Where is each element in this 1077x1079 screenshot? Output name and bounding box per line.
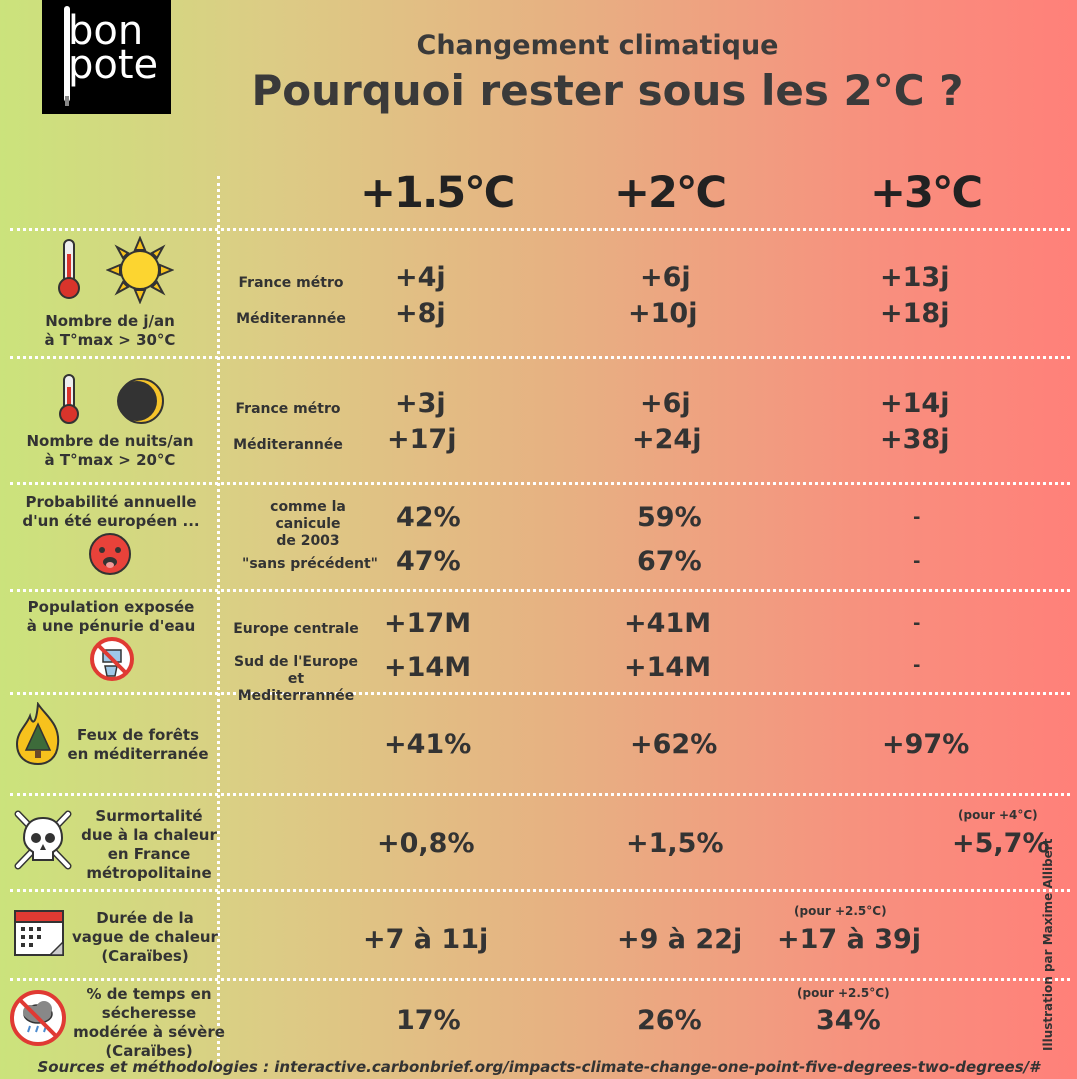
row-divider: [10, 356, 1070, 359]
value: -: [913, 551, 921, 572]
sublabel: Europe centrale: [233, 621, 359, 637]
value: +14M: [384, 652, 472, 683]
row-label-mortality: Surmortalité due à la chaleur en France métropolitaine: [81, 807, 217, 882]
col-head-2: +2°C: [614, 168, 726, 218]
value: 26%: [637, 1005, 702, 1036]
value: +4j: [395, 262, 446, 293]
sublabel: comme la canicule de 2003: [270, 499, 346, 549]
row-label-fires: Feux de forêts en méditerranée: [67, 726, 209, 763]
row-divider: [10, 692, 1070, 695]
value: +17M: [384, 608, 472, 639]
value: +8j: [395, 298, 446, 329]
row-divider: [10, 589, 1070, 592]
value: +18j: [880, 298, 950, 329]
page-title: Pourquoi rester sous les 2°C ?: [251, 66, 964, 115]
sun-icon: [106, 236, 174, 304]
forest-fire-icon: [12, 702, 64, 766]
value: +62%: [630, 729, 718, 760]
value: 42%: [396, 502, 461, 533]
value: +97%: [882, 729, 970, 760]
value: +38j: [880, 424, 950, 455]
value: +1,5%: [626, 828, 724, 859]
note: (pour +2.5°C): [797, 986, 890, 1000]
hot-face-icon: [87, 531, 133, 577]
value: +6j: [640, 388, 691, 419]
note: (pour +4°C): [958, 808, 1038, 822]
row-label-heatwave: Durée de la vague de chaleur (Caraïbes): [72, 909, 218, 965]
row-label-hot-nights: Nombre de nuits/an à T°max > 20°C: [26, 432, 194, 469]
col-head-3: +3°C: [870, 168, 982, 218]
value: +17 à 39j: [777, 924, 922, 955]
value: 67%: [637, 546, 702, 577]
subtitle: Changement climatique: [416, 30, 779, 61]
value: 47%: [396, 546, 461, 577]
row-divider: [10, 482, 1070, 485]
value: -: [913, 655, 921, 676]
value: +17j: [387, 424, 457, 455]
row-divider: [10, 793, 1070, 796]
thermometer-icon: [56, 373, 82, 425]
value: +41%: [384, 729, 472, 760]
sublabel: France métro: [238, 275, 344, 291]
row-divider: [10, 889, 1070, 892]
value: +14M: [624, 652, 712, 683]
value: 34%: [816, 1005, 881, 1036]
sublabel: Méditerannée: [236, 311, 346, 327]
row-divider: [10, 228, 1070, 231]
value: +13j: [880, 262, 950, 293]
value: +0,8%: [377, 828, 475, 859]
skull-icon: [12, 808, 74, 872]
moon-icon: [116, 376, 166, 426]
row-label-drought: % de temps en sécheresse modérée à sévère (Caraïbes): [73, 985, 225, 1060]
value: +7 à 11j: [363, 924, 489, 955]
illustration-credit: Illustration par Maxime Allibert: [1041, 838, 1055, 1051]
value: -: [913, 507, 921, 528]
no-water-icon: [89, 636, 135, 682]
value: 17%: [396, 1005, 461, 1036]
value: +3j: [395, 388, 446, 419]
logo-text: bon pote: [68, 8, 159, 88]
calendar-icon: [12, 905, 66, 959]
row-label-summer: Probabilité annuelle d'un été européen ...: [22, 493, 200, 530]
value: +41M: [624, 608, 712, 639]
value: 59%: [637, 502, 702, 533]
sublabel: France métro: [235, 401, 341, 417]
value: +10j: [628, 298, 698, 329]
value: +24j: [632, 424, 702, 455]
sublabel: "sans précédent": [242, 556, 378, 572]
row-divider: [10, 978, 1070, 981]
thermometer-icon: [56, 238, 82, 300]
value: +9 à 22j: [617, 924, 743, 955]
col-head-1-5: +1.5°C: [360, 168, 514, 218]
row-label-hot-days: Nombre de j/an à T°max > 30°C: [44, 312, 176, 349]
value: +5,7%: [952, 828, 1050, 859]
row-label-water: Population exposée à une pénurie d'eau: [26, 598, 196, 635]
sources-footer: Sources et méthodologies : interactive.carbonbrief.org/impacts-climate-change-one-point-five-degrees-two-degrees/#: [37, 1058, 1040, 1076]
value: +6j: [640, 262, 691, 293]
sublabel: Méditerannée: [233, 437, 343, 453]
note: (pour +2.5°C): [794, 904, 887, 918]
no-rain-icon: [8, 988, 68, 1048]
value: -: [913, 613, 921, 634]
sublabel: Sud de l'Europe et Mediterrannée: [234, 654, 358, 704]
value: +14j: [880, 388, 950, 419]
